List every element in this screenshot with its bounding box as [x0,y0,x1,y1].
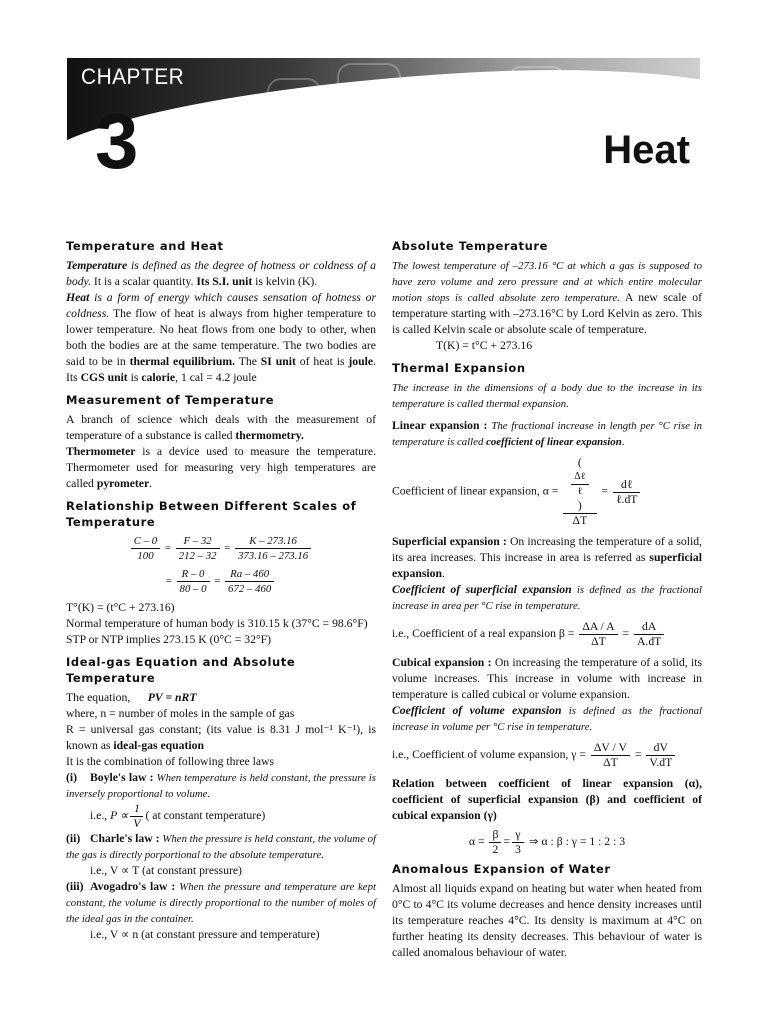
text-line: It is the combination of following three laws [66,755,275,768]
text-line: T°(K) = (t°C + 273.16) [66,601,175,614]
paragraph: The increase in the dimensions of a body due to the increase in its temperature is called thermal expansion. [392,382,702,410]
list-item-formula: i.e., P ∝ $\frac{1}{V}$ ( at constant temperature) [90,802,266,830]
section-heading: Relationship Between Different Scales of Temperature [66,499,357,529]
text-line: R = universal gas constant; (its value is 8.31 J mol⁻¹ K⁻¹), is known as ideal-gas equation [66,723,376,752]
gas-laws-list [66,770,376,943]
text-line: STP or NTP implies 273.15 K (0°C = 32°F) [66,633,272,646]
linear-expansion-formula: Coefficient of linear expansion, α = ( Δℓ ℓ ) ΔT = $\frac{\text{dℓ}}{\text{ℓ.dT}}$ [392,456,702,528]
list-item-formula: i.e., V ∝ T (at constant pressure) [90,864,242,877]
paragraph: Almost all liquids expand on heating but water when heated from 0°C to 4°C its volume decreases and hence density increases until its temperature reaches 4°C. Its density is maximum at 4°C on further heating its density decreases. This behaviour of water is called anomalous behaviour of water. [392,882,702,959]
list-item: (ii) Charle's law : When the pressure is held constant, the volume of the gas is directly porportional to the absolute temperature. [66,832,376,861]
right-column [392,238,702,961]
section-heading: Anomalous Expansion of Water [392,862,611,876]
chapter-banner [67,58,700,223]
list-item: (iii) Avogadro's law : When the pressure and temperature are kept constant, the volume is directly proportional to the number of moles of the ideal gas in the container. [66,880,376,925]
paragraph: Cubical expansion : On increasing the temperature of a solid, its volume increases. This increase in volume with increase in temperature is called cubical or volume expansion. [392,656,703,701]
chapter-number: 3 [95,97,139,185]
chapter-title: Heat [603,128,690,172]
paragraph: Superficial expansion : On increasing the temperature of a solid, its area increases. This increase in area is referred as superficial expansion. [392,535,702,580]
section-heading: Temperature and Heat [66,239,224,253]
section-heading: Thermal Expansion [392,361,526,375]
paragraph: Relation between coefficient of linear expansion (α), coefficient of superficial expansion (β) and coefficient of cubical expansion (γ) [392,777,702,822]
paragraph: Temperature is defined as the degree of hotness or coldness of a body. It is a scalar quantity. Its S.I. unit is kelvin (K). [66,259,376,288]
volume-expansion-formula: i.e., Coefficient of volume expansion, γ = $\frac{\Delta V / V}{\Delta T}$ = $\frac{dV}{V.dT}$ [392,741,702,770]
relation-formula: α = $\frac{\beta}{2}$ = $\frac{\gamma}{3}$ ⇒ α : β : γ = 1 : 2 : 3 [468,828,626,856]
chapter-label: CHAPTER [81,64,185,89]
list-item-formula: i.e., V ∝ n (at constant pressure and temperature) [90,928,320,941]
superficial-expansion-formula: i.e., Coefficient of a real expansion β = $\frac{\Delta A / A}{\Delta T}$ = $\frac{dA}{A.dT}$ [392,620,702,649]
paragraph: The lowest temperature of –273.16 °C at which a gas is supposed to have zero volume and zero pressure and at which entire molecular motion stops is called absolute zero temperature. A new scale of temperature starting with –273.16°C by Lord Kelvin as zero. This is called Kelvin scale or absolute scale of temperature. [392,260,702,336]
text-line: Normal temperature of human body is 310.15 k (37°C = 98.6°F) [66,617,368,630]
scale-formula: $\frac{C - 0}{100}$ = $\frac{F - 32}{212 - 32}$ = $\frac{K - 273.16}{373.16 - 273.16}$ [66,534,376,563]
section-heading: Ideal-gas Equation and Absolute Temperature [66,655,296,685]
paragraph: Linear expansion : The fractional increase in length per °C rise in temperature is called coefficient of linear expansion. [392,419,702,448]
paragraph: Coefficient of volume expansion is defined as the fractional increase in volume per °C rise in temperature. [392,704,702,733]
list-item: (i) Boyle's law : When temperature is held constant, the pressure is inversely proportional to volume. [66,771,376,800]
text-line: The equation, PV = nRT [66,691,197,704]
paragraph: Coefficient of superficial expansion is defined as the fractional increase in area per °C rise in temperature. [392,583,702,612]
left-column [66,238,376,943]
section-heading: Absolute Temperature [392,239,549,253]
scale-formula-2: = $\frac{R - 0}{80 - 0}$ = $\frac{Ra - 460}{672 - 460}$ [66,567,376,596]
equation: T(K) = t°C + 273.16 [436,339,533,352]
paragraph: A branch of science which deals with the measurement of temperature of a substance is called thermometry. [66,413,376,442]
section-heading: Measurement of Temperature [66,393,275,407]
text-line: where, n = number of moles in the sample of gas [66,707,295,720]
paragraph: Heat is a form of energy which causes sensation of hotness or coldness. The flow of heat is always from higher temperature to lower temperature. No heat flows from one body to other, when both the bodies are at the same temperature. The two bodies are said to be in thermal equilibrium. The SI unit of heat is joule. Its CGS unit is calorie, 1 cal = 4.2 joule [66,291,376,384]
paragraph: Thermometer is a device used to measure the temperature. Thermometer used for measuring very high temperatures are called pyrometer. [66,445,376,490]
